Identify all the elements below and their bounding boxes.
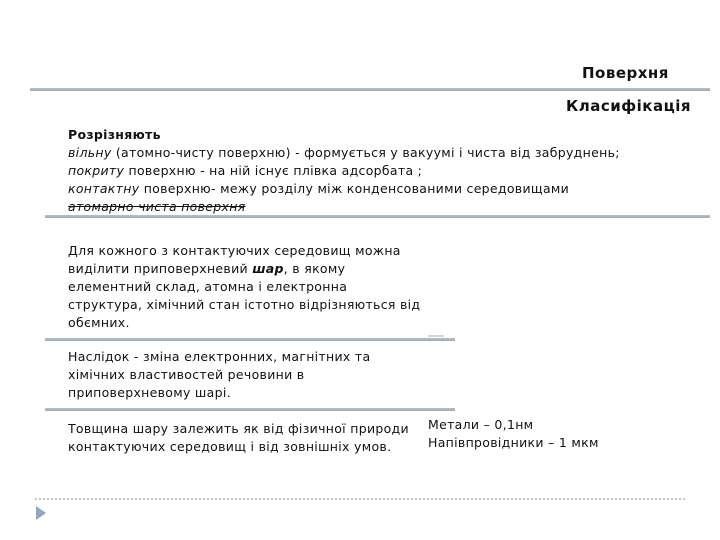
semiconductors-thickness: Напівпровідники – 1 мкм bbox=[428, 435, 599, 450]
term-free: вільну bbox=[68, 145, 112, 160]
term-layer: шар bbox=[252, 261, 284, 276]
metals-thickness: Метали – 0,1нм bbox=[428, 417, 534, 432]
slide-title: Поверхня bbox=[582, 64, 669, 82]
title-divider bbox=[30, 88, 710, 91]
classification-item-covered: покриту поверхню - на ній існує плівка адсорбата ; bbox=[68, 163, 423, 178]
classification-item-free: вільну (атомно-чисту поверхню) - формується у вакуумі і чиста від забруднень; bbox=[68, 145, 620, 160]
classification-item-contact: контактну поверхню- межу розділу між конденсованими середовищами bbox=[68, 181, 570, 196]
section-divider-3 bbox=[45, 408, 455, 411]
section-divider-2 bbox=[45, 338, 455, 341]
thickness-examples bbox=[428, 416, 678, 452]
tick-mark bbox=[428, 335, 444, 337]
consequence-paragraph: Наслідок - зміна електронних, магнітних та хімічних властивостей речовини в приповерхневому шарі. bbox=[68, 349, 371, 400]
classification-item-atomic: атомарно чиста поверхня bbox=[68, 199, 246, 214]
triangle-right-icon[interactable] bbox=[36, 506, 46, 520]
surface-layer-paragraph: Для кожного з контактуючих середовищ можна виділити приповерхневий шар, в якому елементний склад, атомна і електронна структура, хімічний стан істотно відрізняються від обємних. bbox=[68, 243, 421, 330]
classification-block bbox=[68, 126, 628, 216]
thickness-paragraph: Товщина шару залежить як від фізичної природи контактуючих середовищ і від зовнішніх умов. bbox=[68, 421, 409, 454]
term-covered: покриту bbox=[68, 163, 125, 178]
classification-heading: Розрізняють bbox=[68, 127, 161, 142]
term-contact: контактну bbox=[68, 181, 140, 196]
footer-dotted-line bbox=[35, 498, 685, 500]
slide-subtitle: Класифікація bbox=[566, 97, 691, 115]
section-divider-1 bbox=[45, 215, 710, 218]
